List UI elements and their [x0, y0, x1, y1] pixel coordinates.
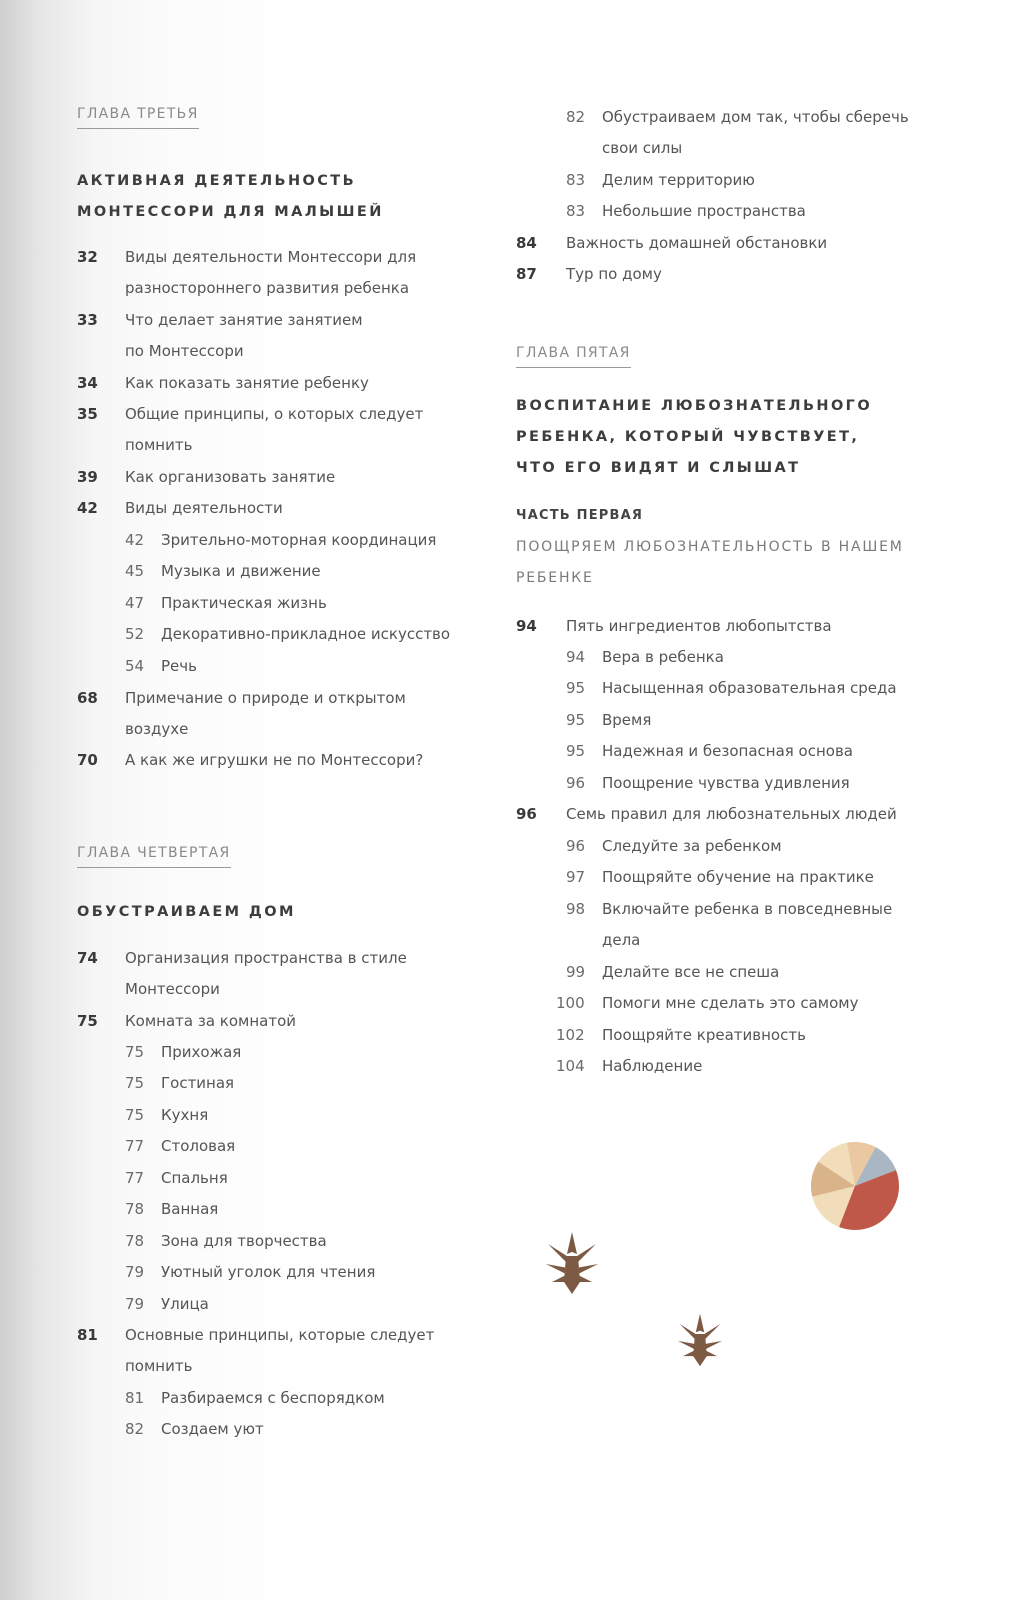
toc-entry-page-number: 94 — [566, 648, 586, 666]
toc-entry-page-number: 35 — [77, 405, 98, 423]
toc-entry-title: Основные принципы, которые следует помнить — [125, 1326, 435, 1375]
toc-entry-title: Зрительно-моторная координация — [161, 531, 437, 549]
toc-entry-page-number: 77 — [125, 1169, 145, 1187]
toc-entry-page-number: 75 — [125, 1043, 145, 1061]
toc-entry-page-number: 96 — [566, 837, 586, 855]
chapter-5-title-line-2: РЕБЕНКА, КОТОРЫЙ ЧУВСТВУЕТ, — [516, 429, 860, 445]
toc-entry-title: Музыка и движение — [161, 562, 321, 580]
toc-entry-page-number: 52 — [125, 625, 145, 643]
toc-entry-page-number: 81 — [77, 1326, 98, 1344]
chapter-5-title-line-3: ЧТО ЕГО ВИДЯТ И СЛЫШАТ — [516, 460, 801, 476]
toc-entry-title: Уютный уголок для чтения — [161, 1263, 376, 1281]
toc-entry-page-number: 68 — [77, 689, 98, 707]
toc-entry-page-number: 42 — [77, 499, 98, 517]
pine-cone-icon — [544, 1230, 600, 1296]
toc-entry-page-number: 95 — [566, 711, 586, 729]
toc-entry-title: Делим территорию — [602, 171, 755, 189]
toc-entry-page-number: 74 — [77, 949, 98, 967]
pine-cone-small-icon — [676, 1312, 724, 1368]
toc-entry-title: Зона для творчества — [161, 1232, 327, 1250]
toc-entry-page-number: 98 — [566, 900, 586, 918]
toc-entry-page-number: 78 — [125, 1232, 145, 1250]
toc-entry-page-number: 42 — [125, 531, 145, 549]
toc-entry-page-number: 45 — [125, 562, 145, 580]
toc-entry-page-number: 79 — [125, 1295, 145, 1313]
chapter-4-label: ГЛАВА ЧЕТВЕРТАЯ — [77, 845, 231, 868]
toc-entry-title: Кухня — [161, 1106, 209, 1124]
toc-entry-page-number: 82 — [125, 1420, 145, 1438]
toc-entry-title: Организация пространства в стиле Монтессори — [125, 949, 407, 998]
toc-entry-page-number: 47 — [125, 594, 145, 612]
toc-entry-title: А как же игрушки не по Монтессори? — [125, 751, 424, 769]
toc-entry-title: Речь — [161, 657, 197, 675]
toc-entry-page-number: 96 — [516, 805, 537, 823]
toc-entry-title: Пять ингредиентов любопытства — [566, 617, 832, 635]
toc-entry-page-number: 32 — [77, 248, 98, 266]
part-1-title-line-1: ПООЩРЯЕМ ЛЮБОЗНАТЕЛЬНОСТЬ В НАШЕМ — [516, 539, 904, 555]
toc-entry-title: Вера в ребенка — [602, 648, 724, 666]
toc-entry-title: Поощрение чувства удивления — [602, 774, 850, 792]
toc-entry-page-number: 70 — [77, 751, 98, 769]
toc-entry-title: Практическая жизнь — [161, 594, 327, 612]
toc-entry-title: Создаем уют — [161, 1420, 264, 1438]
toc-entry-page-number: 81 — [125, 1389, 145, 1407]
toc-entry-title: Семь правил для любознательных людей — [566, 805, 897, 823]
toc-entry-page-number: 97 — [566, 868, 586, 886]
chapter-4-title: ОБУСТРАИВАЕМ ДОМ — [77, 904, 296, 920]
toc-entry-title: Время — [602, 711, 652, 729]
toc-entry-page-number: 95 — [566, 742, 586, 760]
toc-entry-page-number: 79 — [125, 1263, 145, 1281]
toc-entry-page-number: 77 — [125, 1137, 145, 1155]
toc-entry-page-number: 78 — [125, 1200, 145, 1218]
toc-entry-page-number: 100 — [556, 994, 585, 1012]
toc-entry-page-number: 39 — [77, 468, 98, 486]
toc-entry-page-number: 34 — [77, 374, 98, 392]
toc-entry-page-number: 75 — [125, 1074, 145, 1092]
toc-entry-title: Общие принципы, о которых следует помнить — [125, 405, 424, 454]
toc-entry-page-number: 94 — [516, 617, 537, 635]
toc-entry-title: Ванная — [161, 1200, 219, 1218]
toc-entry-title: Виды деятельности — [125, 499, 283, 517]
toc-entry-title: Разбираемся с беспорядком — [161, 1389, 385, 1407]
toc-entry-title: Поощряйте креативность — [602, 1026, 806, 1044]
toc-entry-title: Прихожая — [161, 1043, 242, 1061]
toc-entry-title: Виды деятельности Монтессори для разностороннего развития ребенка — [125, 248, 417, 297]
part-1-label: ЧАСТЬ ПЕРВАЯ — [516, 508, 644, 523]
toc-entry-page-number: 104 — [556, 1057, 585, 1075]
toc-entry-page-number: 83 — [566, 171, 586, 189]
toc-entry-title: Небольшие пространства — [602, 202, 806, 220]
toc-entry-title: Столовая — [161, 1137, 236, 1155]
toc-entry-title: Как организовать занятие — [125, 468, 336, 486]
toc-entry-title: Наблюдение — [602, 1057, 703, 1075]
toc-entry-page-number: 87 — [516, 265, 537, 283]
toc-entry-title: Делайте все не спеша — [602, 963, 780, 981]
chapter-3-title-line-1: АКТИВНАЯ ДЕЯТЕЛЬНОСТЬ — [77, 173, 357, 189]
toc-entry-page-number: 84 — [516, 234, 537, 252]
toc-entry-title: Улица — [161, 1295, 209, 1313]
toc-entry-page-number: 83 — [566, 202, 586, 220]
toc-entry-title: Спальня — [161, 1169, 228, 1187]
toc-entry-title: Насыщенная образовательная среда — [602, 679, 897, 697]
toc-entry-page-number: 33 — [77, 311, 98, 329]
toc-entry-title: Включайте ребенка в повседневные дела — [602, 900, 893, 949]
toc-entry-title: Обустраиваем дом так, чтобы сберечь свои силы — [602, 108, 909, 157]
toc-entry-page-number: 75 — [77, 1012, 98, 1030]
chapter-5-label: ГЛАВА ПЯТАЯ — [516, 345, 631, 368]
toc-entry-page-number: 99 — [566, 963, 586, 981]
toc-entry-title: Важность домашней обстановки — [566, 234, 828, 252]
toc-entry-title: Следуйте за ребенком — [602, 837, 782, 855]
toc-entry-title: Примечание о природе и открытом воздухе — [125, 689, 406, 738]
toc-entry-page-number: 96 — [566, 774, 586, 792]
chapter-3-title-line-2: МОНТЕССОРИ ДЛЯ МАЛЫШЕЙ — [77, 204, 384, 220]
toc-entry-page-number: 54 — [125, 657, 145, 675]
toc-entry-title: Надежная и безопасная основа — [602, 742, 854, 760]
toc-entry-page-number: 82 — [566, 108, 586, 126]
toc-entry-title: Что делает занятие занятием по Монтессори — [125, 311, 363, 360]
toc-entry-title: Гостиная — [161, 1074, 235, 1092]
part-1-title-line-2: РЕБЕНКЕ — [516, 570, 594, 586]
chapter-3-label: ГЛАВА ТРЕТЬЯ — [77, 106, 199, 129]
beach-ball-icon — [806, 1137, 904, 1235]
toc-entry-page-number: 102 — [556, 1026, 585, 1044]
toc-entry-page-number: 95 — [566, 679, 586, 697]
toc-entry-title: Комната за комнатой — [125, 1012, 296, 1030]
toc-entry-title: Декоративно-прикладное искусство — [161, 625, 451, 643]
toc-entry-title: Как показать занятие ребенку — [125, 374, 369, 392]
toc-entry-title: Помоги мне сделать это самому — [602, 994, 859, 1012]
toc-entry-title: Поощряйте обучение на практике — [602, 868, 874, 886]
toc-entry-page-number: 75 — [125, 1106, 145, 1124]
toc-entry-title: Тур по дому — [566, 265, 662, 283]
chapter-5-title-line-1: ВОСПИТАНИЕ ЛЮБОЗНАТЕЛЬНОГО — [516, 398, 873, 414]
